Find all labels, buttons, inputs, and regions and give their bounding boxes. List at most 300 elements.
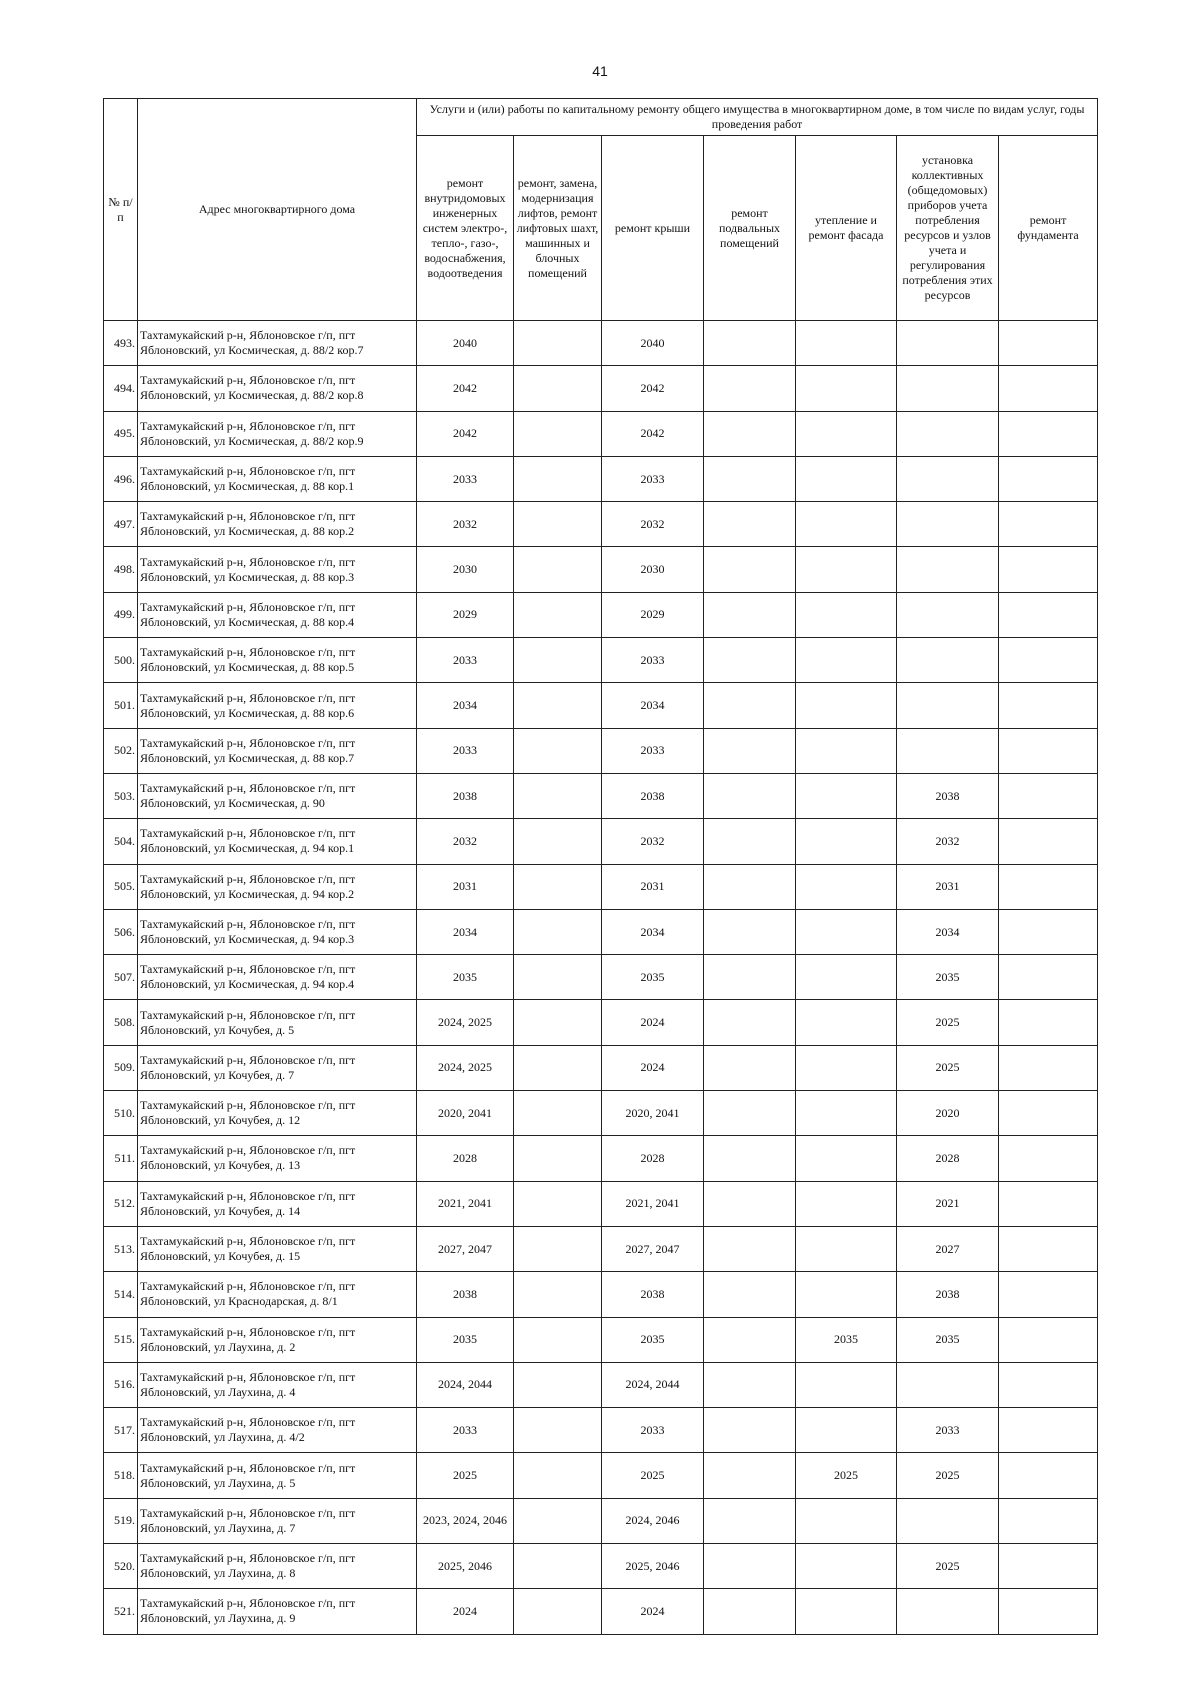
cell-foundation bbox=[999, 1181, 1098, 1226]
cell-facade bbox=[796, 1226, 897, 1271]
cell-facade bbox=[796, 502, 897, 547]
cell-roof: 2031 bbox=[602, 864, 704, 909]
cell-facade bbox=[796, 955, 897, 1000]
table-row bbox=[104, 1317, 1098, 1362]
cell-facade bbox=[796, 1272, 897, 1317]
row-address: Тахтамукайский р-н, Яблоновское г/п, пгт Яблоновский, ул Кочубея, д. 7 bbox=[138, 1045, 417, 1090]
cell-foundation bbox=[999, 502, 1098, 547]
table-row bbox=[104, 456, 1098, 501]
cell-foundation bbox=[999, 1589, 1098, 1634]
cell-foundation bbox=[999, 1136, 1098, 1181]
cell-engineering: 2033 bbox=[417, 1408, 514, 1453]
table-row bbox=[104, 683, 1098, 728]
table-row bbox=[104, 592, 1098, 637]
cell-facade bbox=[796, 773, 897, 818]
row-number: 514. bbox=[104, 1272, 138, 1317]
row-number: 504. bbox=[104, 819, 138, 864]
cell-roof: 2024, 2046 bbox=[602, 1498, 704, 1543]
cell-meters: 2025 bbox=[897, 1000, 999, 1045]
cell-facade bbox=[796, 1136, 897, 1181]
cell-basement bbox=[704, 1045, 796, 1090]
cell-meters: 2025 bbox=[897, 1045, 999, 1090]
row-address: Тахтамукайский р-н, Яблоновское г/п, пгт Яблоновский, ул Космическая, д. 94 кор.1 bbox=[138, 819, 417, 864]
cell-engineering: 2032 bbox=[417, 502, 514, 547]
table-row bbox=[104, 1408, 1098, 1453]
cell-lifts bbox=[514, 1045, 602, 1090]
cell-meters bbox=[897, 728, 999, 773]
cell-facade bbox=[796, 592, 897, 637]
cell-basement bbox=[704, 1226, 796, 1271]
table-row bbox=[104, 1362, 1098, 1407]
cell-facade bbox=[796, 683, 897, 728]
table-row bbox=[104, 1045, 1098, 1090]
cell-lifts bbox=[514, 1453, 602, 1498]
cell-foundation bbox=[999, 1453, 1098, 1498]
row-number: 509. bbox=[104, 1045, 138, 1090]
row-address: Тахтамукайский р-н, Яблоновское г/п, пгт Яблоновский, ул Космическая, д. 88 кор.4 bbox=[138, 592, 417, 637]
table-row bbox=[104, 411, 1098, 456]
row-number: 495. bbox=[104, 411, 138, 456]
cell-facade bbox=[796, 321, 897, 366]
cell-engineering: 2031 bbox=[417, 864, 514, 909]
cell-engineering: 2023, 2024, 2046 bbox=[417, 1498, 514, 1543]
cell-lifts bbox=[514, 819, 602, 864]
cell-engineering: 2034 bbox=[417, 909, 514, 954]
row-address: Тахтамукайский р-н, Яблоновское г/п, пгт Яблоновский, ул Космическая, д. 88 кор.5 bbox=[138, 638, 417, 683]
cell-facade bbox=[796, 1000, 897, 1045]
cell-lifts bbox=[514, 1362, 602, 1407]
cell-basement bbox=[704, 728, 796, 773]
cell-roof: 2040 bbox=[602, 321, 704, 366]
row-address: Тахтамукайский р-н, Яблоновское г/п, пгт Яблоновский, ул Кочубея, д. 12 bbox=[138, 1091, 417, 1136]
cell-foundation bbox=[999, 1000, 1098, 1045]
header-col-roof: ремонт крыши bbox=[602, 136, 704, 321]
table-row bbox=[104, 773, 1098, 818]
cell-foundation bbox=[999, 864, 1098, 909]
cell-foundation bbox=[999, 683, 1098, 728]
row-number: 511. bbox=[104, 1136, 138, 1181]
cell-lifts bbox=[514, 864, 602, 909]
cell-lifts bbox=[514, 955, 602, 1000]
row-address: Тахтамукайский р-н, Яблоновское г/п, пгт Яблоновский, ул Космическая, д. 88 кор.1 bbox=[138, 456, 417, 501]
cell-engineering: 2020, 2041 bbox=[417, 1091, 514, 1136]
row-number: 503. bbox=[104, 773, 138, 818]
cell-roof: 2024 bbox=[602, 1589, 704, 1634]
cell-meters bbox=[897, 683, 999, 728]
cell-roof: 2042 bbox=[602, 366, 704, 411]
cell-foundation bbox=[999, 321, 1098, 366]
cell-foundation bbox=[999, 728, 1098, 773]
row-address: Тахтамукайский р-н, Яблоновское г/п, пгт Яблоновский, ул Космическая, д. 94 кор.4 bbox=[138, 955, 417, 1000]
cell-roof: 2038 bbox=[602, 773, 704, 818]
cell-basement bbox=[704, 1317, 796, 1362]
table-row bbox=[104, 1226, 1098, 1271]
cell-roof: 2035 bbox=[602, 955, 704, 1000]
cell-engineering: 2028 bbox=[417, 1136, 514, 1181]
cell-lifts bbox=[514, 502, 602, 547]
cell-meters bbox=[897, 638, 999, 683]
row-address: Тахтамукайский р-н, Яблоновское г/п, пгт Яблоновский, ул Лаухина, д. 7 bbox=[138, 1498, 417, 1543]
cell-meters bbox=[897, 547, 999, 592]
cell-lifts bbox=[514, 909, 602, 954]
row-address: Тахтамукайский р-н, Яблоновское г/п, пгт Яблоновский, ул Космическая, д. 88 кор.6 bbox=[138, 683, 417, 728]
cell-lifts bbox=[514, 683, 602, 728]
cell-lifts bbox=[514, 1272, 602, 1317]
cell-meters bbox=[897, 321, 999, 366]
row-address: Тахтамукайский р-н, Яблоновское г/п, пгт Яблоновский, ул Космическая, д. 88/2 кор.9 bbox=[138, 411, 417, 456]
row-number: 520. bbox=[104, 1544, 138, 1589]
cell-lifts bbox=[514, 456, 602, 501]
cell-foundation bbox=[999, 411, 1098, 456]
header-num: № п/п bbox=[104, 99, 138, 321]
cell-meters: 2038 bbox=[897, 1272, 999, 1317]
cell-basement bbox=[704, 1589, 796, 1634]
cell-engineering: 2042 bbox=[417, 411, 514, 456]
cell-basement bbox=[704, 819, 796, 864]
cell-foundation bbox=[999, 592, 1098, 637]
row-number: 497. bbox=[104, 502, 138, 547]
cell-facade bbox=[796, 1498, 897, 1543]
cell-basement bbox=[704, 456, 796, 501]
row-address: Тахтамукайский р-н, Яблоновское г/п, пгт Яблоновский, ул Космическая, д. 88 кор.3 bbox=[138, 547, 417, 592]
row-address: Тахтамукайский р-н, Яблоновское г/п, пгт Яблоновский, ул Космическая, д. 88/2 кор.7 bbox=[138, 321, 417, 366]
header-col-meters: установка коллективных (общедомовых) приборов учета потребления ресурсов и узлов учета и регулирования потребления этих ресурсов bbox=[897, 136, 999, 321]
cell-roof: 2030 bbox=[602, 547, 704, 592]
cell-engineering: 2025, 2046 bbox=[417, 1544, 514, 1589]
header-col-engineering: ремонт внутридомовых инженерных систем электро-, тепло-, газо-, водоснабжения, водоотведения bbox=[417, 136, 514, 321]
table-row bbox=[104, 547, 1098, 592]
row-number: 513. bbox=[104, 1226, 138, 1271]
header-col-basement: ремонт подвальных помещений bbox=[704, 136, 796, 321]
cell-basement bbox=[704, 321, 796, 366]
cell-basement bbox=[704, 683, 796, 728]
cell-foundation bbox=[999, 1045, 1098, 1090]
table-row bbox=[104, 955, 1098, 1000]
cell-meters: 2025 bbox=[897, 1453, 999, 1498]
cell-engineering: 2040 bbox=[417, 321, 514, 366]
row-address: Тахтамукайский р-н, Яблоновское г/п, пгт Яблоновский, ул Кочубея, д. 14 bbox=[138, 1181, 417, 1226]
cell-lifts bbox=[514, 592, 602, 637]
cell-foundation bbox=[999, 456, 1098, 501]
cell-roof: 2033 bbox=[602, 456, 704, 501]
cell-facade bbox=[796, 1181, 897, 1226]
table-row bbox=[104, 638, 1098, 683]
cell-roof: 2024, 2044 bbox=[602, 1362, 704, 1407]
cell-roof: 2033 bbox=[602, 728, 704, 773]
row-address: Тахтамукайский р-н, Яблоновское г/п, пгт Яблоновский, ул Космическая, д. 88 кор.7 bbox=[138, 728, 417, 773]
capital-repair-table bbox=[103, 98, 1098, 1635]
row-address: Тахтамукайский р-н, Яблоновское г/п, пгт Яблоновский, ул Космическая, д. 90 bbox=[138, 773, 417, 818]
cell-facade bbox=[796, 1045, 897, 1090]
row-address: Тахтамукайский р-н, Яблоновское г/п, пгт Яблоновский, ул Космическая, д. 94 кор.2 bbox=[138, 864, 417, 909]
cell-basement bbox=[704, 1181, 796, 1226]
cell-basement bbox=[704, 366, 796, 411]
row-number: 500. bbox=[104, 638, 138, 683]
row-address: Тахтамукайский р-н, Яблоновское г/п, пгт Яблоновский, ул Космическая, д. 88/2 кор.8 bbox=[138, 366, 417, 411]
cell-roof: 2042 bbox=[602, 411, 704, 456]
table-row bbox=[104, 1453, 1098, 1498]
cell-meters bbox=[897, 456, 999, 501]
cell-facade bbox=[796, 411, 897, 456]
cell-foundation bbox=[999, 955, 1098, 1000]
cell-basement bbox=[704, 1136, 796, 1181]
cell-engineering: 2030 bbox=[417, 547, 514, 592]
cell-facade bbox=[796, 638, 897, 683]
row-number: 515. bbox=[104, 1317, 138, 1362]
row-number: 499. bbox=[104, 592, 138, 637]
row-number: 505. bbox=[104, 864, 138, 909]
table-row bbox=[104, 1272, 1098, 1317]
row-number: 506. bbox=[104, 909, 138, 954]
header-col-lifts: ремонт, замена, модернизация лифтов, ремонт лифтовых шахт, машинных и блочных помещений bbox=[514, 136, 602, 321]
cell-meters bbox=[897, 1362, 999, 1407]
cell-lifts bbox=[514, 411, 602, 456]
table-row bbox=[104, 864, 1098, 909]
cell-basement bbox=[704, 1453, 796, 1498]
table-row bbox=[104, 1544, 1098, 1589]
cell-roof: 2021, 2041 bbox=[602, 1181, 704, 1226]
cell-meters bbox=[897, 411, 999, 456]
cell-basement bbox=[704, 1408, 796, 1453]
cell-facade: 2035 bbox=[796, 1317, 897, 1362]
cell-engineering: 2042 bbox=[417, 366, 514, 411]
cell-lifts bbox=[514, 1589, 602, 1634]
cell-lifts bbox=[514, 1226, 602, 1271]
cell-lifts bbox=[514, 1000, 602, 1045]
cell-roof: 2025 bbox=[602, 1453, 704, 1498]
cell-facade bbox=[796, 1544, 897, 1589]
row-address: Тахтамукайский р-н, Яблоновское г/п, пгт Яблоновский, ул Лаухина, д. 4 bbox=[138, 1362, 417, 1407]
cell-foundation bbox=[999, 1317, 1098, 1362]
cell-lifts bbox=[514, 728, 602, 773]
table-row bbox=[104, 1181, 1098, 1226]
cell-engineering: 2032 bbox=[417, 819, 514, 864]
cell-meters: 2027 bbox=[897, 1226, 999, 1271]
row-address: Тахтамукайский р-н, Яблоновское г/п, пгт Яблоновский, ул Лаухина, д. 8 bbox=[138, 1544, 417, 1589]
cell-roof: 2024 bbox=[602, 1000, 704, 1045]
cell-facade bbox=[796, 909, 897, 954]
cell-facade bbox=[796, 547, 897, 592]
cell-meters bbox=[897, 366, 999, 411]
cell-basement bbox=[704, 1544, 796, 1589]
cell-engineering: 2024 bbox=[417, 1589, 514, 1634]
cell-basement bbox=[704, 1091, 796, 1136]
page-number: 41 bbox=[592, 63, 608, 79]
cell-engineering: 2027, 2047 bbox=[417, 1226, 514, 1271]
cell-lifts bbox=[514, 1181, 602, 1226]
cell-foundation bbox=[999, 1362, 1098, 1407]
cell-roof: 2033 bbox=[602, 638, 704, 683]
header-address: Адрес многоквартирного дома bbox=[138, 99, 417, 321]
cell-roof: 2027, 2047 bbox=[602, 1226, 704, 1271]
header-group: Услуги и (или) работы по капитальному ремонту общего имущества в многоквартирном доме, в том числе по видам услуг, годы проведения работ bbox=[417, 99, 1098, 136]
table-body bbox=[104, 321, 1098, 1635]
cell-lifts bbox=[514, 1091, 602, 1136]
cell-engineering: 2038 bbox=[417, 773, 514, 818]
cell-basement bbox=[704, 547, 796, 592]
cell-basement bbox=[704, 592, 796, 637]
cell-engineering: 2034 bbox=[417, 683, 514, 728]
cell-facade bbox=[796, 728, 897, 773]
cell-basement bbox=[704, 955, 796, 1000]
row-address: Тахтамукайский р-н, Яблоновское г/п, пгт Яблоновский, ул Лаухина, д. 9 bbox=[138, 1589, 417, 1634]
row-number: 494. bbox=[104, 366, 138, 411]
row-address: Тахтамукайский р-н, Яблоновское г/п, пгт Яблоновский, ул Лаухина, д. 4/2 bbox=[138, 1408, 417, 1453]
cell-roof: 2033 bbox=[602, 1408, 704, 1453]
cell-roof: 2028 bbox=[602, 1136, 704, 1181]
table-row bbox=[104, 1000, 1098, 1045]
cell-basement bbox=[704, 1362, 796, 1407]
row-number: 518. bbox=[104, 1453, 138, 1498]
cell-roof: 2034 bbox=[602, 909, 704, 954]
cell-basement bbox=[704, 502, 796, 547]
row-number: 508. bbox=[104, 1000, 138, 1045]
cell-foundation bbox=[999, 547, 1098, 592]
row-number: 507. bbox=[104, 955, 138, 1000]
cell-lifts bbox=[514, 1136, 602, 1181]
cell-engineering: 2033 bbox=[417, 728, 514, 773]
header-col-foundation: ремонт фундамента bbox=[999, 136, 1098, 321]
cell-roof: 2029 bbox=[602, 592, 704, 637]
cell-lifts bbox=[514, 366, 602, 411]
cell-facade bbox=[796, 366, 897, 411]
cell-roof: 2038 bbox=[602, 1272, 704, 1317]
table-row bbox=[104, 728, 1098, 773]
cell-meters bbox=[897, 1589, 999, 1634]
cell-facade bbox=[796, 1589, 897, 1634]
cell-facade bbox=[796, 864, 897, 909]
cell-lifts bbox=[514, 321, 602, 366]
row-number: 498. bbox=[104, 547, 138, 592]
cell-engineering: 2033 bbox=[417, 456, 514, 501]
cell-foundation bbox=[999, 1498, 1098, 1543]
cell-engineering: 2024, 2025 bbox=[417, 1000, 514, 1045]
cell-lifts bbox=[514, 638, 602, 683]
table-row bbox=[104, 366, 1098, 411]
row-address: Тахтамукайский р-н, Яблоновское г/п, пгт Яблоновский, ул Космическая, д. 88 кор.2 bbox=[138, 502, 417, 547]
cell-engineering: 2035 bbox=[417, 955, 514, 1000]
cell-foundation bbox=[999, 366, 1098, 411]
cell-facade bbox=[796, 819, 897, 864]
row-number: 521. bbox=[104, 1589, 138, 1634]
cell-roof: 2032 bbox=[602, 502, 704, 547]
cell-engineering: 2033 bbox=[417, 638, 514, 683]
cell-engineering: 2024, 2044 bbox=[417, 1362, 514, 1407]
row-number: 496. bbox=[104, 456, 138, 501]
cell-basement bbox=[704, 864, 796, 909]
table-row bbox=[104, 1136, 1098, 1181]
table-row bbox=[104, 1589, 1098, 1634]
cell-lifts bbox=[514, 547, 602, 592]
row-address: Тахтамукайский р-н, Яблоновское г/п, пгт Яблоновский, ул Лаухина, д. 5 bbox=[138, 1453, 417, 1498]
cell-basement bbox=[704, 1498, 796, 1543]
cell-meters: 2025 bbox=[897, 1544, 999, 1589]
cell-meters: 2034 bbox=[897, 909, 999, 954]
cell-roof: 2020, 2041 bbox=[602, 1091, 704, 1136]
row-address: Тахтамукайский р-н, Яблоновское г/п, пгт Яблоновский, ул Космическая, д. 94 кор.3 bbox=[138, 909, 417, 954]
cell-foundation bbox=[999, 1091, 1098, 1136]
cell-engineering: 2021, 2041 bbox=[417, 1181, 514, 1226]
cell-meters: 2033 bbox=[897, 1408, 999, 1453]
cell-foundation bbox=[999, 1544, 1098, 1589]
cell-engineering: 2024, 2025 bbox=[417, 1045, 514, 1090]
cell-foundation bbox=[999, 1272, 1098, 1317]
cell-lifts bbox=[514, 1544, 602, 1589]
row-address: Тахтамукайский р-н, Яблоновское г/п, пгт Яблоновский, ул Краснодарская, д. 8/1 bbox=[138, 1272, 417, 1317]
row-number: 512. bbox=[104, 1181, 138, 1226]
row-address: Тахтамукайский р-н, Яблоновское г/п, пгт Яблоновский, ул Кочубея, д. 13 bbox=[138, 1136, 417, 1181]
table-row bbox=[104, 502, 1098, 547]
cell-meters: 2020 bbox=[897, 1091, 999, 1136]
cell-basement bbox=[704, 909, 796, 954]
cell-lifts bbox=[514, 1408, 602, 1453]
cell-meters: 2031 bbox=[897, 864, 999, 909]
cell-roof: 2024 bbox=[602, 1045, 704, 1090]
row-number: 517. bbox=[104, 1408, 138, 1453]
row-number: 502. bbox=[104, 728, 138, 773]
cell-roof: 2035 bbox=[602, 1317, 704, 1362]
header-col-facade: утепление и ремонт фасада bbox=[796, 136, 897, 321]
cell-meters: 2032 bbox=[897, 819, 999, 864]
table-row bbox=[104, 321, 1098, 366]
cell-facade bbox=[796, 1091, 897, 1136]
cell-roof: 2032 bbox=[602, 819, 704, 864]
table-row bbox=[104, 819, 1098, 864]
cell-engineering: 2029 bbox=[417, 592, 514, 637]
cell-engineering: 2038 bbox=[417, 1272, 514, 1317]
cell-engineering: 2025 bbox=[417, 1453, 514, 1498]
cell-facade bbox=[796, 456, 897, 501]
cell-lifts bbox=[514, 1317, 602, 1362]
cell-facade bbox=[796, 1408, 897, 1453]
cell-meters: 2035 bbox=[897, 955, 999, 1000]
table-row bbox=[104, 909, 1098, 954]
row-address: Тахтамукайский р-н, Яблоновское г/п, пгт Яблоновский, ул Лаухина, д. 2 bbox=[138, 1317, 417, 1362]
cell-foundation bbox=[999, 819, 1098, 864]
row-number: 510. bbox=[104, 1091, 138, 1136]
cell-facade bbox=[796, 1362, 897, 1407]
table-row bbox=[104, 1091, 1098, 1136]
row-number: 516. bbox=[104, 1362, 138, 1407]
cell-foundation bbox=[999, 773, 1098, 818]
cell-meters bbox=[897, 502, 999, 547]
cell-basement bbox=[704, 1272, 796, 1317]
row-number: 493. bbox=[104, 321, 138, 366]
cell-engineering: 2035 bbox=[417, 1317, 514, 1362]
cell-basement bbox=[704, 411, 796, 456]
cell-foundation bbox=[999, 1408, 1098, 1453]
cell-foundation bbox=[999, 909, 1098, 954]
row-number: 519. bbox=[104, 1498, 138, 1543]
cell-foundation bbox=[999, 1226, 1098, 1271]
cell-roof: 2025, 2046 bbox=[602, 1544, 704, 1589]
table-row bbox=[104, 1498, 1098, 1543]
cell-meters: 2021 bbox=[897, 1181, 999, 1226]
cell-basement bbox=[704, 773, 796, 818]
cell-roof: 2034 bbox=[602, 683, 704, 728]
row-address: Тахтамукайский р-н, Яблоновское г/п, пгт Яблоновский, ул Кочубея, д. 15 bbox=[138, 1226, 417, 1271]
cell-facade: 2025 bbox=[796, 1453, 897, 1498]
cell-lifts bbox=[514, 773, 602, 818]
row-address: Тахтамукайский р-н, Яблоновское г/п, пгт Яблоновский, ул Кочубея, д. 5 bbox=[138, 1000, 417, 1045]
cell-meters bbox=[897, 1498, 999, 1543]
cell-foundation bbox=[999, 638, 1098, 683]
cell-meters bbox=[897, 592, 999, 637]
row-number: 501. bbox=[104, 683, 138, 728]
cell-basement bbox=[704, 1000, 796, 1045]
cell-lifts bbox=[514, 1498, 602, 1543]
cell-meters: 2035 bbox=[897, 1317, 999, 1362]
